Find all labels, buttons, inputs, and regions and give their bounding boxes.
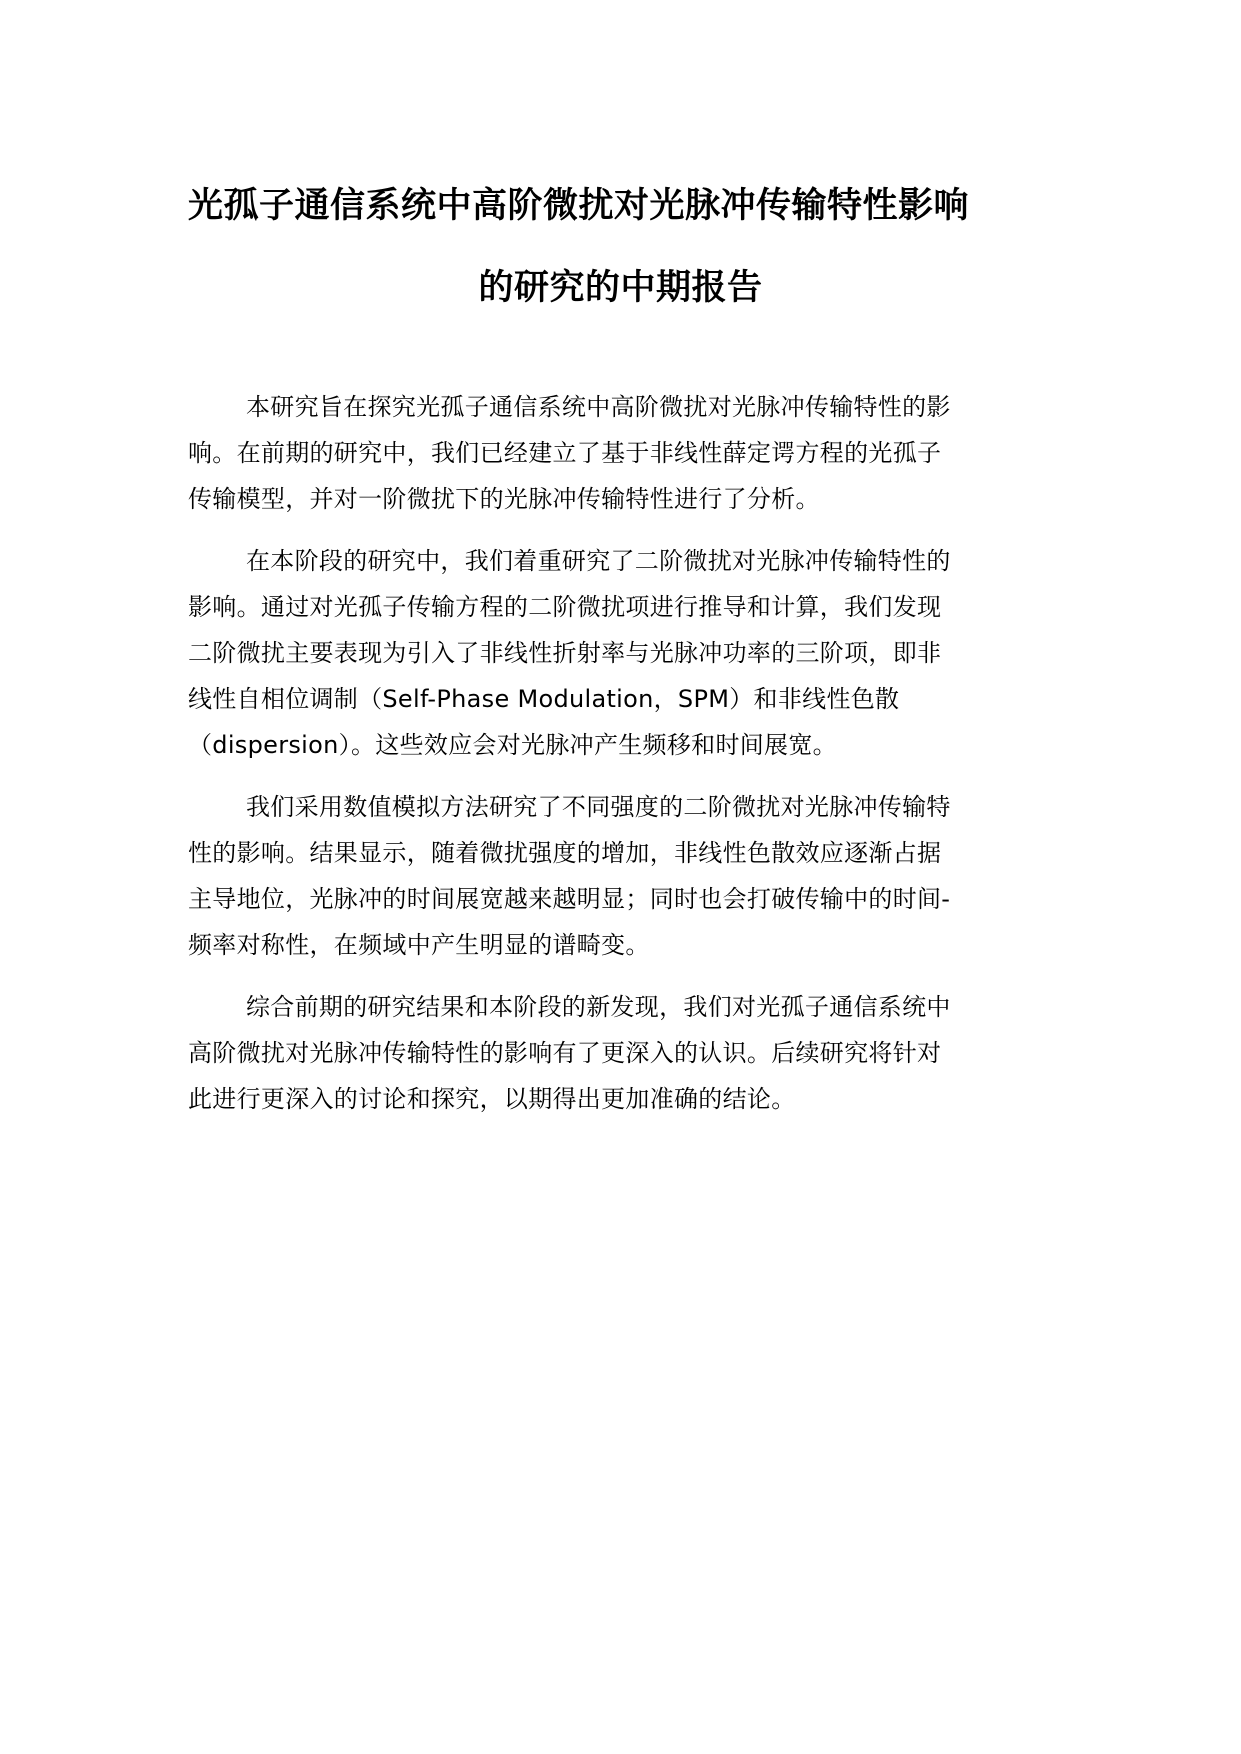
paragraph-line: 综合前期的研究结果和本阶段的新发现，我们对光孤子通信系统中 xyxy=(246,993,951,1021)
paragraph-1 xyxy=(188,384,1043,522)
paragraph-line: 本研究旨在探究光孤子通信系统中高阶微扰对光脉冲传输特性的影 xyxy=(246,393,951,421)
paragraph-line: 响。在前期的研究中，我们已经建立了基于非线性薛定谔方程的光孤子 xyxy=(188,439,942,467)
paragraph-3 xyxy=(188,784,1043,968)
paragraph-2 xyxy=(188,538,1043,768)
paragraph-line: 影响。通过对光孤子传输方程的二阶微扰项进行推导和计算，我们发现 xyxy=(188,593,942,621)
document-body xyxy=(188,384,1043,1138)
paragraph-line: 在本阶段的研究中，我们着重研究了二阶微扰对光脉冲传输特性的 xyxy=(246,547,951,575)
paragraph-line: 频率对称性，在频域中产生明显的谱畸变。 xyxy=(188,931,650,959)
paragraph-line: 主导地位，光脉冲的时间展宽越来越明显；同时也会打破传输中的时间- xyxy=(188,885,951,913)
document-title-line-2: 的研究的中期报告 xyxy=(478,268,763,308)
paragraph-4 xyxy=(188,984,1043,1122)
paragraph-line: 二阶微扰主要表现为引入了非线性折射率与光脉冲功率的三阶项，即非 xyxy=(188,639,942,667)
document-title-line-1: 光孤子通信系统中高阶微扰对光脉冲传输特性影响 xyxy=(188,186,970,226)
paragraph-line: 此进行更深入的讨论和探究，以期得出更加准确的结论。 xyxy=(188,1085,796,1113)
paragraph-line: 传输模型，并对一阶微扰下的光脉冲传输特性进行了分析。 xyxy=(188,485,820,513)
paragraph-line: （dispersion）。这些效应会对光脉冲产生频移和时间展宽。 xyxy=(188,731,837,759)
paragraph-line: 性的影响。结果显示，随着微扰强度的增加，非线性色散效应逐渐占据 xyxy=(188,839,942,867)
paragraph-line: 我们采用数值模拟方法研究了不同强度的二阶微扰对光脉冲传输特 xyxy=(246,793,951,821)
paragraph-line: 线性自相位调制（Self-Phase Modulation，SPM）和非线性色散 xyxy=(188,685,900,713)
paragraph-line: 高阶微扰对光脉冲传输特性的影响有了更深入的认识。后续研究将针对 xyxy=(188,1039,942,1067)
